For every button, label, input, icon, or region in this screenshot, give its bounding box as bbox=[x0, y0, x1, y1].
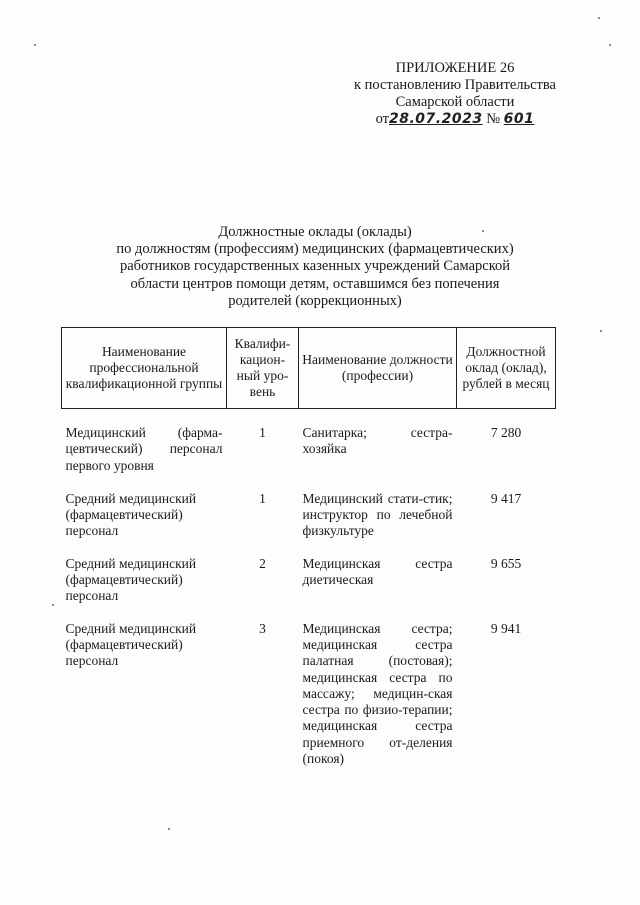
title-line-2: по должностям (профессиям) медицинских (фармацевтических) bbox=[116, 241, 514, 258]
table-row bbox=[62, 409, 556, 474]
table-row bbox=[62, 605, 556, 768]
table-row bbox=[62, 540, 556, 605]
title-line-5: родителей (коррекционных) bbox=[228, 292, 402, 309]
document-title bbox=[100, 224, 530, 310]
scan-speck bbox=[52, 604, 54, 606]
cell-position: Медицинская сестра диетическая bbox=[302, 555, 453, 588]
handwritten-date: 28.07.2023 bbox=[389, 111, 483, 127]
scan-speck bbox=[600, 330, 602, 332]
title-line-4: области центров помощи детям, оставшимся без попечения bbox=[130, 275, 500, 292]
scan-speck bbox=[609, 44, 611, 46]
header-group: Наименование профессиональной квалификационной группы bbox=[62, 328, 227, 409]
cell-level: 2 bbox=[259, 555, 266, 571]
title-line-1: Должностные оклады (оклады) bbox=[218, 224, 412, 240]
salary-table bbox=[61, 327, 556, 767]
cell-group: Средний медицинский (фармацевтический) персонал bbox=[65, 490, 197, 539]
cell-position: Санитарка; сестра-хозяйка bbox=[302, 425, 453, 457]
appendix-region-line: Самарской области bbox=[395, 94, 515, 110]
cell-salary: 9 417 bbox=[490, 490, 522, 506]
cell-position: Медицинская сестра; медицинская сестра палатная (постовая); медицинская сестра по массажу; медицин-ская сестра по физио-терапии; медицинская сестра приемного от-деления (покоя) bbox=[302, 620, 453, 767]
cell-group: Средний медицинский (фармацевтический) персонал bbox=[65, 620, 197, 669]
appendix-header bbox=[330, 60, 580, 128]
table-header-row bbox=[62, 328, 556, 409]
cell-group: Средний медицинский (фармацевтический) персонал bbox=[65, 555, 197, 604]
header-salary: Должностной оклад (оклад), рублей в месяц bbox=[457, 328, 556, 409]
appendix-resolution-line: к постановлению Правительства bbox=[354, 77, 556, 93]
header-level: Квалифи-кацион-ный уро-вень bbox=[227, 328, 299, 409]
header-position: Наименование должности (профессии) bbox=[299, 328, 457, 409]
cell-level: 1 bbox=[259, 425, 266, 440]
cell-position: Медицинский стати-стик; инструктор по лечебной физкультуре bbox=[302, 490, 453, 539]
scan-speck bbox=[168, 828, 170, 830]
cell-group: Медицинский (фарма-цевтический) персонал первого уровня bbox=[65, 425, 223, 473]
cell-level: 1 bbox=[259, 490, 266, 506]
cell-salary: 9 941 bbox=[490, 620, 522, 636]
table-row bbox=[62, 474, 556, 540]
scan-speck bbox=[34, 44, 36, 46]
handwritten-number: 601 bbox=[503, 111, 535, 127]
appendix-title: ПРИЛОЖЕНИЕ 26 bbox=[395, 60, 515, 76]
title-line-3: работников государственных казенных учреждений Самарской bbox=[119, 258, 511, 275]
appendix-date-line bbox=[330, 111, 580, 128]
date-prefix: от bbox=[375, 111, 389, 127]
scan-speck bbox=[598, 17, 600, 19]
number-prefix: № bbox=[486, 111, 501, 127]
cell-level: 3 bbox=[259, 620, 266, 636]
cell-salary: 9 655 bbox=[490, 555, 522, 571]
cell-salary: 7 280 bbox=[490, 425, 522, 440]
